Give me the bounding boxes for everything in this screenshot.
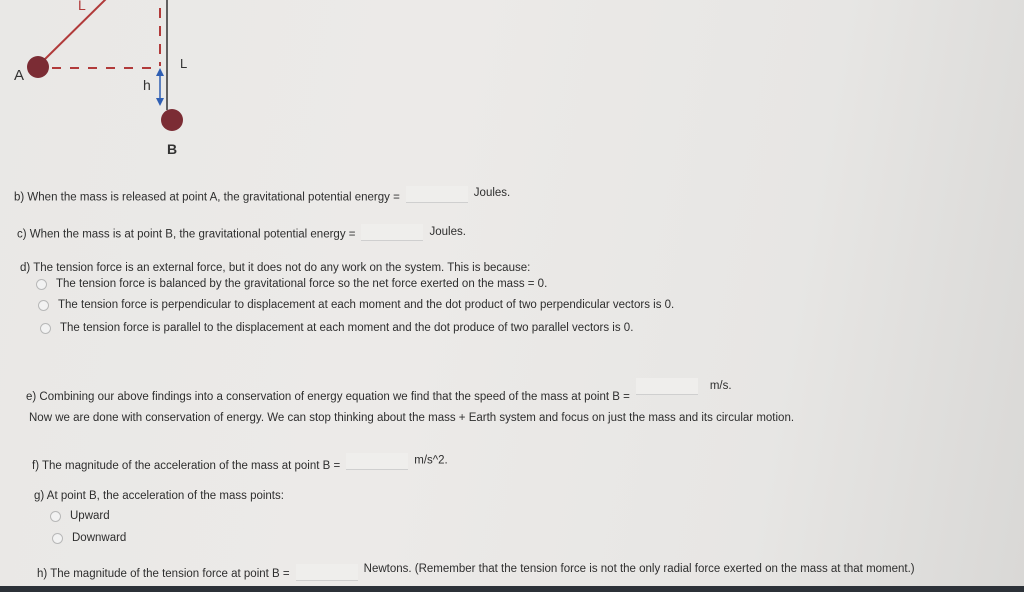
answer-c-input[interactable] xyxy=(361,224,423,241)
pendulum-string-a xyxy=(40,0,110,64)
question-c xyxy=(17,226,466,243)
option-d-1[interactable] xyxy=(36,278,547,290)
height-arrow-up-head xyxy=(156,68,164,76)
radio-d-1[interactable] xyxy=(36,279,47,290)
question-g-text: g) At point B, the acceleration of the mass points: xyxy=(34,490,284,502)
answer-b-input[interactable] xyxy=(406,186,468,203)
conservation-note: Now we are done with conservation of energy. We can stop thinking about the mass + Earth system and focus on just the mass and its circular motion. xyxy=(29,412,795,424)
option-d-2-label: The tension force is perpendicular to displacement at each moment and the dot product of two perpendicular vectors is 0. xyxy=(58,299,675,311)
question-b-text: b) When the mass is released at point A, the gravitational potential energy = xyxy=(14,191,400,204)
option-g-upward[interactable] xyxy=(50,510,110,522)
label-l: L xyxy=(180,56,188,71)
label-l-top: L xyxy=(78,0,86,13)
question-h-unit: Newtons. (Remember that the tension force is not the only radial force exerted on the mass at that moment.) xyxy=(363,562,915,575)
option-g-downward-label: Downward xyxy=(72,532,127,544)
question-e xyxy=(26,378,732,403)
mass-a xyxy=(27,56,49,78)
option-g-downward[interactable] xyxy=(52,532,126,544)
option-d-2[interactable] xyxy=(38,299,674,311)
question-h-text: h) The magnitude of the tension force at point B = xyxy=(37,567,290,580)
answer-f-input[interactable] xyxy=(346,453,408,470)
question-f-unit: m/s^2. xyxy=(414,454,448,467)
height-arrow-down-head xyxy=(156,98,164,106)
mass-b xyxy=(161,109,183,131)
label-b: B xyxy=(167,141,178,157)
option-g-upward-label: Upward xyxy=(70,510,110,522)
question-f xyxy=(32,452,448,472)
question-b xyxy=(14,186,511,206)
question-e-text: e) Combining our above findings into a conservation of energy equation we find that the speed of the mass at point B = xyxy=(26,390,630,403)
question-f-text: f) The magnitude of the acceleration of the mass at point B = xyxy=(32,459,341,472)
label-h: h xyxy=(143,77,151,93)
question-c-text: c) When the mass is at point B, the gravitational potential energy = xyxy=(17,228,356,241)
question-c-unit: Joules. xyxy=(429,225,466,238)
option-d-1-label: The tension force is balanced by the gravitational force so the net force exerted on the mass = 0. xyxy=(56,278,548,290)
radio-g-upward[interactable] xyxy=(50,511,61,522)
answer-h-input[interactable] xyxy=(296,564,358,581)
radio-g-downward[interactable] xyxy=(52,533,63,544)
label-a: A xyxy=(14,67,25,84)
answer-e-input[interactable] xyxy=(636,378,698,395)
radio-d-2[interactable] xyxy=(38,300,49,311)
radio-d-3[interactable] xyxy=(40,323,51,334)
question-e-unit: m/s. xyxy=(709,379,732,392)
question-b-unit: Joules. xyxy=(473,186,511,199)
bottom-edge xyxy=(0,586,1024,592)
pendulum-diagram xyxy=(0,0,220,170)
question-h xyxy=(37,558,915,580)
option-d-3[interactable] xyxy=(40,322,633,334)
option-d-3-label: The tension force is parallel to the displacement at each moment and the dot produce of two parallel vectors is 0. xyxy=(60,322,634,334)
question-d-text: d) The tension force is an external force, but it does not do any work on the system. This is because: xyxy=(20,262,531,274)
